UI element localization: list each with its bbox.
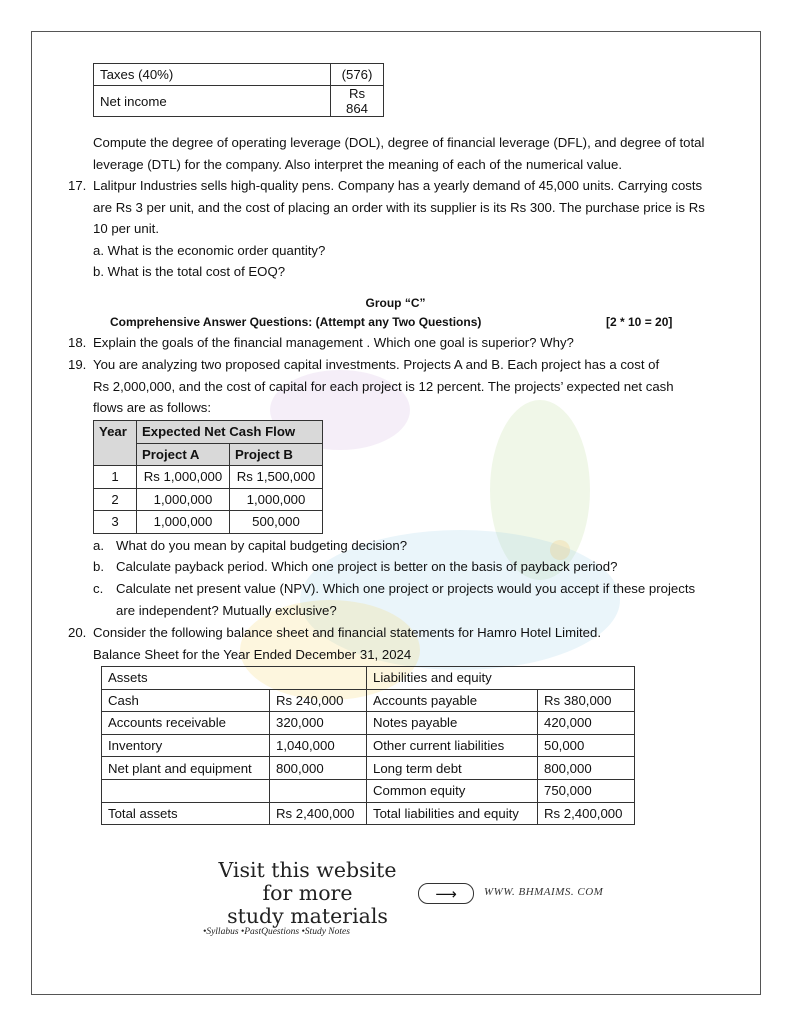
table-header: Assets <box>102 667 367 690</box>
table-cell: Inventory <box>102 734 270 757</box>
table-cell: Total liabilities and equity <box>367 802 538 825</box>
advert-tags: •Syllabus •PastQuestions •Study Notes <box>203 927 350 937</box>
table-cell: (576) <box>331 64 384 86</box>
table-cell: 2 <box>94 488 137 511</box>
table-cell: Rs 2,400,000 <box>538 802 635 825</box>
q19-b-label: b. <box>93 559 104 574</box>
q17-paragraph: Lalitpur Industries sells high-quality pens. Company has a yearly demand of 45,000 units. Carrying costs are Rs 3 per unit, and the cost of placing an order with its supplier is its Rs 300. The purchase price is Rs 10 per unit. a. What is the economic order quantity? b. What is the total cost of EOQ? <box>93 178 705 279</box>
advert-line-3: study materials <box>227 904 388 928</box>
table-row <box>94 511 323 534</box>
table-cell: 1,000,000 <box>137 488 230 511</box>
table-cell <box>102 779 270 802</box>
table-row <box>94 466 323 489</box>
table-cell: 320,000 <box>270 712 367 735</box>
q19-a-text: What do you mean by capital budgeting decision? <box>116 538 408 553</box>
table-cell: Total assets <box>102 802 270 825</box>
q18-number: 18. <box>68 335 87 350</box>
advert-line-1: Visit this website <box>218 858 397 882</box>
table-header: Liabilities and equity <box>367 667 635 690</box>
table-cell: Rs 2,400,000 <box>270 802 367 825</box>
group-subtitle: Comprehensive Answer Questions: (Attempt any Two Questions) <box>110 315 482 329</box>
table-cell <box>270 779 367 802</box>
table-cell: Rs 864 <box>331 86 384 117</box>
table-row <box>102 779 635 802</box>
q19-c-text: Calculate net present value (NPV). Which one project or projects would you accept if these projects are independent? Mutually exclusive? <box>116 581 696 618</box>
table-cell: Long term debt <box>367 757 538 780</box>
q17-number: 17. <box>68 178 87 193</box>
balance-sheet-table <box>101 666 635 825</box>
table-cell: 750,000 <box>538 779 635 802</box>
cash-flow-table <box>93 420 323 534</box>
q19-a-label: a. <box>93 538 104 553</box>
q20-number: 20. <box>68 625 87 640</box>
table-cell: 3 <box>94 511 137 534</box>
table-row <box>102 689 635 712</box>
table-cell: Accounts receivable <box>102 712 270 735</box>
table-cell: Rs 240,000 <box>270 689 367 712</box>
table-cell: Rs 1,500,000 <box>230 466 323 489</box>
table-cell: Other current liabilities <box>367 734 538 757</box>
q19-paragraph: You are analyzing two proposed capital investments. Projects A and B. Each project has a cost of Rs 2,000,000, and the cost of capital for each project is 12 percent. The projects’ expected net cash flows are as follows: <box>93 357 674 415</box>
q18-paragraph: Explain the goals of the financial management . Which one goal is superior? Why? <box>93 335 574 350</box>
table-cell: Rs 1,000,000 <box>137 466 230 489</box>
website-advert[interactable] <box>200 858 640 948</box>
table-cell: Rs 380,000 <box>538 689 635 712</box>
table-header: Expected Net Cash Flow <box>137 421 323 444</box>
table-cell: 500,000 <box>230 511 323 534</box>
table-row <box>94 488 323 511</box>
table-row <box>102 802 635 825</box>
table-row <box>102 712 635 735</box>
q16-paragraph: Compute the degree of operating leverage (DOL), degree of financial leverage (DFL), and degree of total leverage (DTL) for the company. Also interpret the meaning of each of the numerical value. <box>93 135 705 172</box>
table-cell: Cash <box>102 689 270 712</box>
q19-b-text: Calculate payback period. Which one project is better on the basis of payback period? <box>116 559 618 574</box>
group-marks: [2 * 10 = 20] <box>606 315 673 329</box>
table-cell: 800,000 <box>270 757 367 780</box>
table-row <box>94 421 323 444</box>
table-row <box>102 734 635 757</box>
website-link[interactable]: WWW. BHMAIMS. COM <box>484 886 604 898</box>
q20-paragraph: Consider the following balance sheet and financial statements for Hamro Hotel Limited. Balance Sheet for the Year Ended December 31, 2024 <box>93 625 601 662</box>
table-cell: Accounts payable <box>367 689 538 712</box>
q19-number: 19. <box>68 357 87 372</box>
income-table <box>93 63 384 117</box>
table-cell: 1 <box>94 466 137 489</box>
table-row <box>94 64 384 86</box>
table-row <box>102 757 635 780</box>
table-cell: Net plant and equipment <box>102 757 270 780</box>
table-cell: Notes payable <box>367 712 538 735</box>
table-header: Project A <box>137 443 230 466</box>
table-cell: Taxes (40%) <box>94 64 331 86</box>
table-row <box>94 86 384 117</box>
table-cell: 1,000,000 <box>137 511 230 534</box>
table-cell: Common equity <box>367 779 538 802</box>
arrow-right-icon[interactable]: ⟶ <box>418 883 474 904</box>
table-cell: 800,000 <box>538 757 635 780</box>
q19-c-label: c. <box>93 581 104 596</box>
table-header: Project B <box>230 443 323 466</box>
table-cell: 1,000,000 <box>230 488 323 511</box>
table-header: Year <box>94 421 137 466</box>
table-cell: 420,000 <box>538 712 635 735</box>
advert-line-2: for more <box>262 881 353 905</box>
table-row <box>102 667 635 690</box>
table-cell: 1,040,000 <box>270 734 367 757</box>
table-cell: Net income <box>94 86 331 117</box>
table-cell: 50,000 <box>538 734 635 757</box>
group-title: Group “C” <box>365 296 426 310</box>
